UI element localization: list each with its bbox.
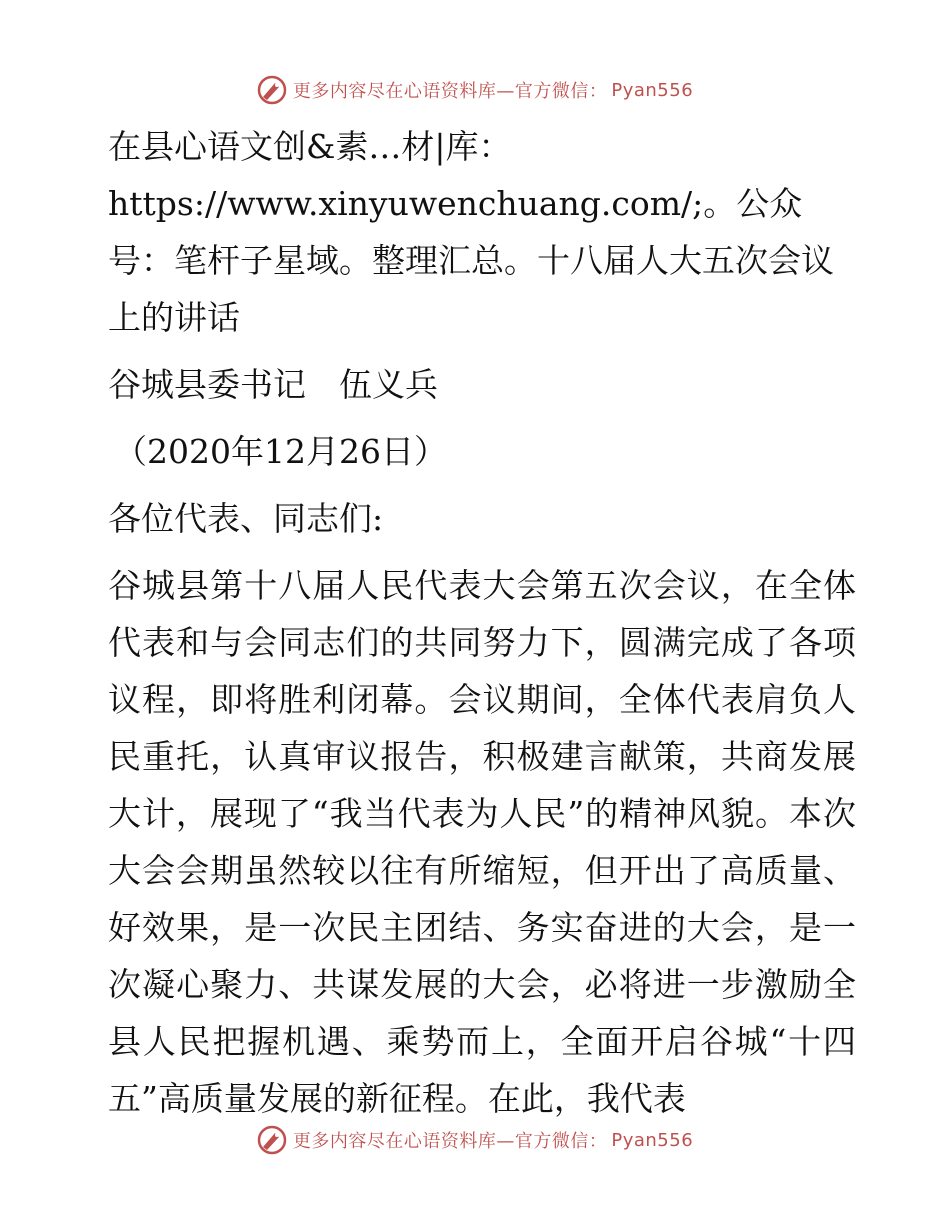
- salutation-line: 各位代表、同志们:: [108, 499, 384, 538]
- watermark-text: 更多内容尽在心语资料库—官方微信：: [292, 81, 608, 102]
- header-watermark: [0, 70, 950, 110]
- footer-watermark: [0, 1120, 950, 1160]
- speaker-line: 谷城县委书记 伍义兵: [108, 365, 438, 404]
- date-line: （2020年12月26日）: [114, 432, 447, 471]
- watermark-handle: Pyan556: [611, 1129, 694, 1151]
- document-body: [96, 118, 856, 1127]
- pen-nib-logo-icon: [257, 75, 287, 105]
- intro-paragraph: 在县心语文创&素…材|库：https://www.xinyuwenchuang.com/;。公众号：笔杆子星域。整理汇总。十八届人大五次会议上的讲话: [108, 127, 834, 337]
- watermark-handle: Pyan556: [611, 79, 694, 101]
- pen-nib-logo-icon: [257, 1125, 287, 1155]
- body-paragraph: 谷城县第十八届人民代表大会第五次会议，在全体代表和与会同志们的共同努力下，圆满完成了各项议程，即将胜利闭幕。会议期间，全体代表肩负人民重托，认真审议报告，积极建言献策，共商发展大计，展现了“我当代表为人民”的精神风貌。本次大会会期虽然较以往有所缩短，但开出了高质量、好效果，是一次民主团结、务实奋进的大会，是一次凝心聚力、共谋发展的大会，必将进一步激励全县人民把握机遇、乘势而上，全面开启谷城“十四五”高质量发展的新征程。在此，我代表: [108, 566, 856, 1118]
- watermark-text: 更多内容尽在心语资料库—官方微信：: [292, 1131, 608, 1152]
